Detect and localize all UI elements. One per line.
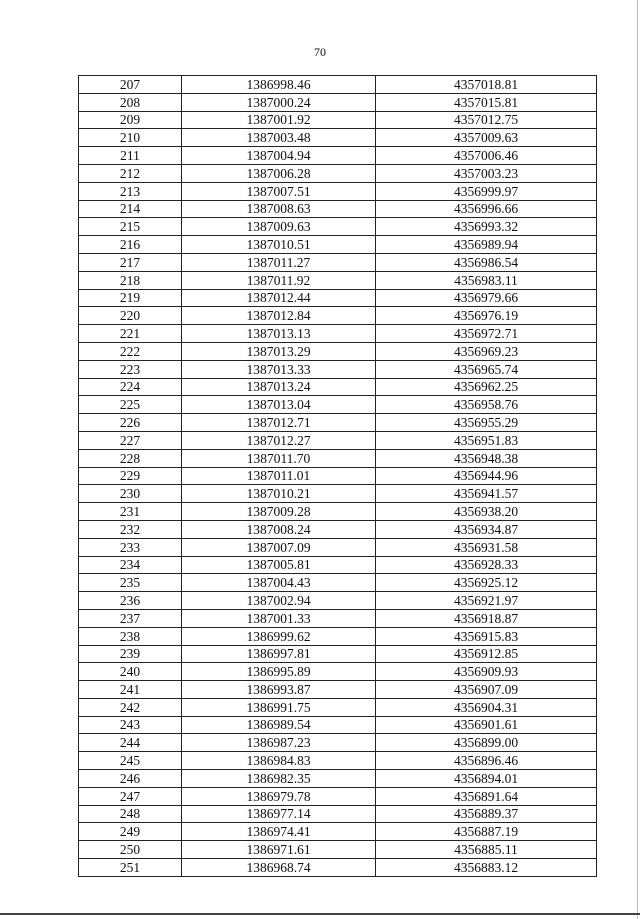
- point-number-cell: 209: [79, 111, 182, 129]
- table-row: [79, 556, 597, 574]
- point-number-cell: 246: [79, 770, 182, 788]
- point-number-cell: 232: [79, 520, 182, 538]
- x-coordinate-cell: 1386987.23: [182, 734, 376, 752]
- point-number-cell: 243: [79, 716, 182, 734]
- point-number-cell: 239: [79, 645, 182, 663]
- x-coordinate-cell: 1386977.14: [182, 805, 376, 823]
- table-row: [79, 449, 597, 467]
- point-number-cell: 220: [79, 307, 182, 325]
- y-coordinate-cell: 4356896.46: [376, 752, 597, 770]
- y-coordinate-cell: 4357015.81: [376, 93, 597, 111]
- table-row: [79, 467, 597, 485]
- y-coordinate-cell: 4356889.37: [376, 805, 597, 823]
- x-coordinate-cell: 1387009.28: [182, 503, 376, 521]
- table-row: [79, 663, 597, 681]
- x-coordinate-cell: 1387007.51: [182, 182, 376, 200]
- point-number-cell: 237: [79, 609, 182, 627]
- x-coordinate-cell: 1386982.35: [182, 770, 376, 788]
- table-row: [79, 307, 597, 325]
- point-number-cell: 228: [79, 449, 182, 467]
- table-row: [79, 164, 597, 182]
- x-coordinate-cell: 1386984.83: [182, 752, 376, 770]
- x-coordinate-cell: 1387012.44: [182, 289, 376, 307]
- table-row: [79, 823, 597, 841]
- table-row: [79, 592, 597, 610]
- table-row: [79, 378, 597, 396]
- table-row: [79, 253, 597, 271]
- table-row: [79, 698, 597, 716]
- y-coordinate-cell: 4356899.00: [376, 734, 597, 752]
- point-number-cell: 225: [79, 396, 182, 414]
- x-coordinate-cell: 1387010.21: [182, 485, 376, 503]
- x-coordinate-cell: 1387000.24: [182, 93, 376, 111]
- x-coordinate-cell: 1387012.84: [182, 307, 376, 325]
- point-number-cell: 208: [79, 93, 182, 111]
- point-number-cell: 242: [79, 698, 182, 716]
- table-row: [79, 396, 597, 414]
- y-coordinate-cell: 4356928.33: [376, 556, 597, 574]
- point-number-cell: 241: [79, 681, 182, 699]
- x-coordinate-cell: 1387009.63: [182, 218, 376, 236]
- y-coordinate-cell: 4356925.12: [376, 574, 597, 592]
- x-coordinate-cell: 1386999.62: [182, 627, 376, 645]
- x-coordinate-cell: 1387002.94: [182, 592, 376, 610]
- x-coordinate-cell: 1387005.81: [182, 556, 376, 574]
- table-row: [79, 289, 597, 307]
- table-row: [79, 360, 597, 378]
- x-coordinate-cell: 1386997.81: [182, 645, 376, 663]
- table-row: [79, 520, 597, 538]
- coordinates-table: [78, 75, 597, 877]
- point-number-cell: 230: [79, 485, 182, 503]
- y-coordinate-cell: 4356989.94: [376, 236, 597, 254]
- y-coordinate-cell: 4356883.12: [376, 859, 597, 877]
- table-row: [79, 787, 597, 805]
- y-coordinate-cell: 4356976.19: [376, 307, 597, 325]
- y-coordinate-cell: 4356962.25: [376, 378, 597, 396]
- table-row: [79, 485, 597, 503]
- y-coordinate-cell: 4356965.74: [376, 360, 597, 378]
- x-coordinate-cell: 1387004.43: [182, 574, 376, 592]
- x-coordinate-cell: 1387006.28: [182, 164, 376, 182]
- table-row: [79, 538, 597, 556]
- y-coordinate-cell: 4357003.23: [376, 164, 597, 182]
- x-coordinate-cell: 1386989.54: [182, 716, 376, 734]
- y-coordinate-cell: 4357018.81: [376, 76, 597, 94]
- table-row: [79, 503, 597, 521]
- table-row: [79, 93, 597, 111]
- point-number-cell: 218: [79, 271, 182, 289]
- point-number-cell: 214: [79, 200, 182, 218]
- x-coordinate-cell: 1386993.87: [182, 681, 376, 699]
- x-coordinate-cell: 1387013.29: [182, 342, 376, 360]
- y-coordinate-cell: 4357006.46: [376, 147, 597, 165]
- table-row: [79, 182, 597, 200]
- x-coordinate-cell: 1387011.01: [182, 467, 376, 485]
- y-coordinate-cell: 4356993.32: [376, 218, 597, 236]
- x-coordinate-cell: 1386991.75: [182, 698, 376, 716]
- x-coordinate-cell: 1387012.71: [182, 414, 376, 432]
- x-coordinate-cell: 1386968.74: [182, 859, 376, 877]
- y-coordinate-cell: 4356986.54: [376, 253, 597, 271]
- table-row: [79, 859, 597, 877]
- table-row: [79, 752, 597, 770]
- y-coordinate-cell: 4356941.57: [376, 485, 597, 503]
- x-coordinate-cell: 1387008.24: [182, 520, 376, 538]
- x-coordinate-cell: 1387013.13: [182, 325, 376, 343]
- scan-edge-line: [637, 0, 638, 919]
- y-coordinate-cell: 4356996.66: [376, 200, 597, 218]
- point-number-cell: 217: [79, 253, 182, 271]
- table-row: [79, 609, 597, 627]
- y-coordinate-cell: 4356979.66: [376, 289, 597, 307]
- y-coordinate-cell: 4356944.96: [376, 467, 597, 485]
- point-number-cell: 226: [79, 414, 182, 432]
- y-coordinate-cell: 4356891.64: [376, 787, 597, 805]
- y-coordinate-cell: 4356955.29: [376, 414, 597, 432]
- y-coordinate-cell: 4356969.23: [376, 342, 597, 360]
- point-number-cell: 210: [79, 129, 182, 147]
- point-number-cell: 238: [79, 627, 182, 645]
- y-coordinate-cell: 4356904.31: [376, 698, 597, 716]
- x-coordinate-cell: 1386974.41: [182, 823, 376, 841]
- table-row: [79, 681, 597, 699]
- table-row: [79, 342, 597, 360]
- table-row: [79, 431, 597, 449]
- y-coordinate-cell: 4356909.93: [376, 663, 597, 681]
- point-number-cell: 211: [79, 147, 182, 165]
- point-number-cell: 250: [79, 841, 182, 859]
- table-row: [79, 218, 597, 236]
- x-coordinate-cell: 1387013.24: [182, 378, 376, 396]
- y-coordinate-cell: 4356887.19: [376, 823, 597, 841]
- table-row: [79, 574, 597, 592]
- point-number-cell: 247: [79, 787, 182, 805]
- point-number-cell: 240: [79, 663, 182, 681]
- x-coordinate-cell: 1387011.92: [182, 271, 376, 289]
- x-coordinate-cell: 1387013.04: [182, 396, 376, 414]
- point-number-cell: 234: [79, 556, 182, 574]
- x-coordinate-cell: 1386998.46: [182, 76, 376, 94]
- point-number-cell: 248: [79, 805, 182, 823]
- table-row: [79, 627, 597, 645]
- y-coordinate-cell: 4356938.20: [376, 503, 597, 521]
- table-row: [79, 805, 597, 823]
- y-coordinate-cell: 4356894.01: [376, 770, 597, 788]
- y-coordinate-cell: 4356951.83: [376, 431, 597, 449]
- point-number-cell: 244: [79, 734, 182, 752]
- table-row: [79, 236, 597, 254]
- point-number-cell: 213: [79, 182, 182, 200]
- y-coordinate-cell: 4356901.61: [376, 716, 597, 734]
- y-coordinate-cell: 4356934.87: [376, 520, 597, 538]
- table-row: [79, 111, 597, 129]
- x-coordinate-cell: 1387012.27: [182, 431, 376, 449]
- y-coordinate-cell: 4356948.38: [376, 449, 597, 467]
- table-row: [79, 414, 597, 432]
- y-coordinate-cell: 4356931.58: [376, 538, 597, 556]
- scan-bottom-line: [0, 913, 640, 915]
- point-number-cell: 245: [79, 752, 182, 770]
- point-number-cell: 227: [79, 431, 182, 449]
- point-number-cell: 219: [79, 289, 182, 307]
- y-coordinate-cell: 4357012.75: [376, 111, 597, 129]
- point-number-cell: 216: [79, 236, 182, 254]
- page-number: 70: [314, 45, 326, 59]
- y-coordinate-cell: 4356983.11: [376, 271, 597, 289]
- table-row: [79, 76, 597, 94]
- x-coordinate-cell: 1386971.61: [182, 841, 376, 859]
- x-coordinate-cell: 1386995.89: [182, 663, 376, 681]
- x-coordinate-cell: 1387001.92: [182, 111, 376, 129]
- x-coordinate-cell: 1387004.94: [182, 147, 376, 165]
- x-coordinate-cell: 1387001.33: [182, 609, 376, 627]
- y-coordinate-cell: 4356921.97: [376, 592, 597, 610]
- coordinates-table-body: [79, 76, 597, 877]
- point-number-cell: 215: [79, 218, 182, 236]
- point-number-cell: 231: [79, 503, 182, 521]
- table-row: [79, 200, 597, 218]
- x-coordinate-cell: 1387011.27: [182, 253, 376, 271]
- x-coordinate-cell: 1387010.51: [182, 236, 376, 254]
- x-coordinate-cell: 1387011.70: [182, 449, 376, 467]
- x-coordinate-cell: 1386979.78: [182, 787, 376, 805]
- point-number-cell: 212: [79, 164, 182, 182]
- point-number-cell: 251: [79, 859, 182, 877]
- y-coordinate-cell: 4356912.85: [376, 645, 597, 663]
- y-coordinate-cell: 4356972.71: [376, 325, 597, 343]
- y-coordinate-cell: 4356918.87: [376, 609, 597, 627]
- x-coordinate-cell: 1387003.48: [182, 129, 376, 147]
- x-coordinate-cell: 1387007.09: [182, 538, 376, 556]
- point-number-cell: 222: [79, 342, 182, 360]
- x-coordinate-cell: 1387008.63: [182, 200, 376, 218]
- point-number-cell: 233: [79, 538, 182, 556]
- point-number-cell: 221: [79, 325, 182, 343]
- y-coordinate-cell: 4356885.11: [376, 841, 597, 859]
- table-row: [79, 325, 597, 343]
- y-coordinate-cell: 4356907.09: [376, 681, 597, 699]
- point-number-cell: 236: [79, 592, 182, 610]
- point-number-cell: 249: [79, 823, 182, 841]
- table-row: [79, 147, 597, 165]
- table-row: [79, 734, 597, 752]
- table-row: [79, 770, 597, 788]
- point-number-cell: 235: [79, 574, 182, 592]
- table-row: [79, 645, 597, 663]
- point-number-cell: 229: [79, 467, 182, 485]
- table-row: [79, 271, 597, 289]
- table-row: [79, 841, 597, 859]
- table-row: [79, 129, 597, 147]
- point-number-cell: 224: [79, 378, 182, 396]
- y-coordinate-cell: 4356999.97: [376, 182, 597, 200]
- y-coordinate-cell: 4356958.76: [376, 396, 597, 414]
- point-number-cell: 207: [79, 76, 182, 94]
- y-coordinate-cell: 4357009.63: [376, 129, 597, 147]
- y-coordinate-cell: 4356915.83: [376, 627, 597, 645]
- x-coordinate-cell: 1387013.33: [182, 360, 376, 378]
- table-row: [79, 716, 597, 734]
- point-number-cell: 223: [79, 360, 182, 378]
